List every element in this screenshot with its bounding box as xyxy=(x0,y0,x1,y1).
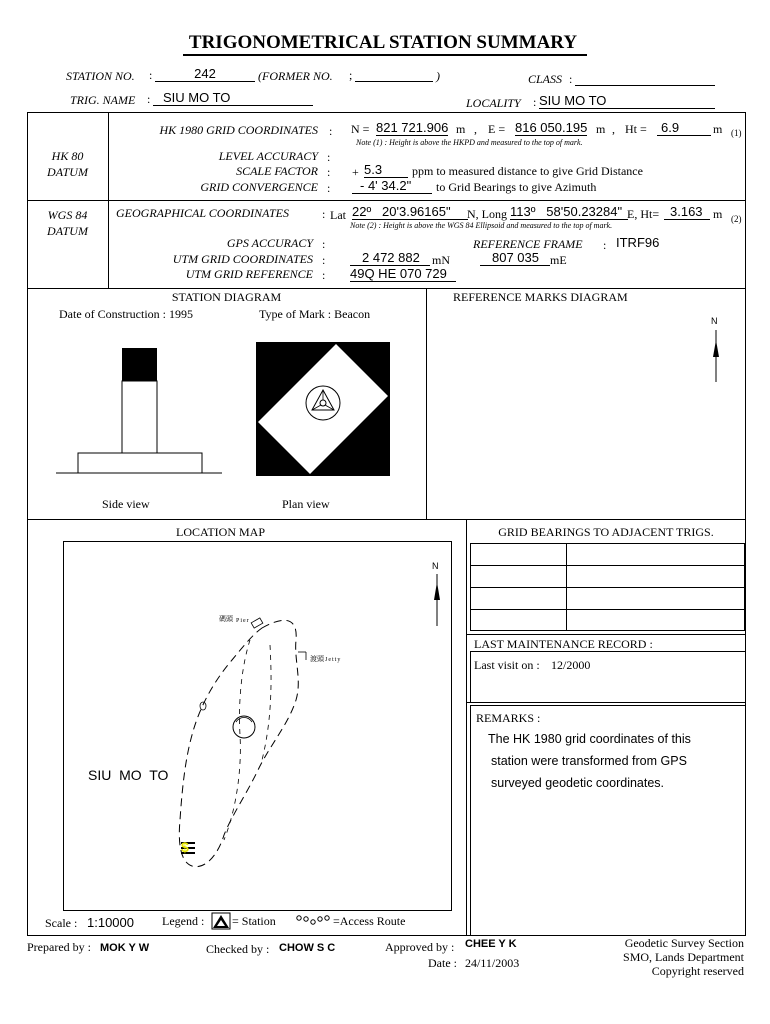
island-label: SIU MO TO xyxy=(88,767,169,783)
utm-e-value: 807 035 xyxy=(480,251,550,266)
legend-access-label: =Access Route xyxy=(333,914,406,928)
date-label: Date : xyxy=(428,956,457,970)
jetty-label: Jetty xyxy=(325,657,342,663)
level-accuracy-label: LEVEL ACCURACY xyxy=(218,149,318,163)
lat-value: 22º 20'3.96165" xyxy=(352,205,468,220)
remarks-text: The HK 1980 grid coordinates of this station were transformed from GPS surveyed geodetic coordinates. xyxy=(488,732,691,790)
trig-name-value: SIU MO TO xyxy=(153,91,313,106)
location-map-title: LOCATION MAP xyxy=(176,525,266,539)
locality-label: LOCALITY xyxy=(466,96,521,110)
trig-name-label: TRIG. NAME xyxy=(70,93,136,107)
former-no-label: (FORMER NO. xyxy=(258,69,333,83)
legend-label: Legend : xyxy=(162,914,205,928)
utm-ref-label: UTM GRID REFERENCE xyxy=(185,267,313,281)
svg-text:$: $ xyxy=(181,839,189,855)
gps-accuracy-label: GPS ACCURACY xyxy=(226,236,313,250)
remarks-title: REMARKS : xyxy=(476,711,541,725)
side-view-label: Side view xyxy=(102,497,150,511)
approved-by-value: CHEE Y K xyxy=(465,938,517,950)
grid-convergence-label: GRID CONVERGENCE xyxy=(200,180,318,194)
last-visit-value: 12/2000 xyxy=(551,658,591,672)
reference-marks-title: REFERENCE MARKS DIAGRAM xyxy=(453,290,628,304)
ref-frame-value: ITRF96 xyxy=(616,235,660,250)
date-value: 24/11/2003 xyxy=(465,956,520,970)
approved-by-label: Approved by : xyxy=(385,940,455,954)
scale-label: Scale : xyxy=(45,916,78,930)
utm-n-value: 2 472 882 xyxy=(350,251,430,266)
scale-value: 1:10000 xyxy=(87,915,134,930)
prepared-by-label: Prepared by : xyxy=(27,940,91,954)
long-value: 113º 58'50.23284" xyxy=(510,205,628,220)
type-of-mark: Type of Mark : Beacon xyxy=(259,307,371,321)
reference-north-label: N xyxy=(711,316,718,326)
wgs84-ht-value: 3.163 xyxy=(664,205,710,220)
scale-factor-value: 5.3 xyxy=(364,163,408,178)
station-no-label: STATION NO. xyxy=(66,69,135,83)
legend-station-label: = Station xyxy=(232,914,276,928)
pier-label: Pier xyxy=(236,618,250,624)
hk80-grid-coords-label: HK 1980 GRID COORDINATES xyxy=(159,123,318,137)
plan-view-label: Plan view xyxy=(282,497,330,511)
organisation-block: Geodetic Survey Section SMO, Lands Department Copyright reserved xyxy=(623,936,744,978)
hk80-note: Note (1) : Height is above the HKPD and measured to the top of mark. xyxy=(356,138,583,147)
hk80-ht-value: 6.9 xyxy=(657,121,711,136)
date-of-construction: Date of Construction : 1995 xyxy=(59,307,193,321)
hk80-e-value: 816 050.195 xyxy=(515,120,588,135)
map-north-label: N xyxy=(432,561,439,571)
prepared-by-value: MOK Y W xyxy=(100,942,150,954)
maintenance-title: LAST MAINTENANCE RECORD : xyxy=(474,637,653,651)
station-diagram-title: STATION DIAGRAM xyxy=(171,290,282,304)
station-no-value: 242 xyxy=(155,67,255,82)
geo-coords-label: GEOGRAPHICAL COORDINATES xyxy=(116,206,289,220)
utm-coords-label: UTM GRID COORDINATES xyxy=(172,252,313,266)
checked-by-label: Checked by : xyxy=(206,942,270,956)
hk80-n-value: 821 721.906 xyxy=(376,120,449,135)
last-visit-label: Last visit on : xyxy=(474,658,540,672)
page-title: TRIGONOMETRICAL STATION SUMMARY xyxy=(0,32,770,54)
class-label: CLASS xyxy=(528,72,563,86)
grid-convergence-value: - 4' 34.2" xyxy=(352,179,432,194)
former-no-close: ) xyxy=(436,69,440,83)
grid-bearings-title: GRID BEARINGS TO ADJACENT TRIGS. xyxy=(498,525,714,539)
wgs84-datum: WGS 84 DATUM xyxy=(47,208,88,238)
jetty-cn-label: 渡頭 xyxy=(310,655,324,663)
ref-frame-label: REFERENCE FRAME xyxy=(473,237,583,251)
scale-factor-label: SCALE FACTOR xyxy=(236,164,318,178)
checked-by-value: CHOW S C xyxy=(279,942,336,954)
locality-value: SIU MO TO xyxy=(539,94,715,109)
utm-ref-value: 49Q HE 070 729 xyxy=(350,267,456,282)
wgs84-note: Note (2) : Height is above the WGS 84 Ellipsoid and measured to the top of mark. xyxy=(350,221,613,230)
pier-cn-label: 碼頭 xyxy=(219,615,233,623)
hk80-datum: HK 80 DATUM xyxy=(47,149,88,179)
